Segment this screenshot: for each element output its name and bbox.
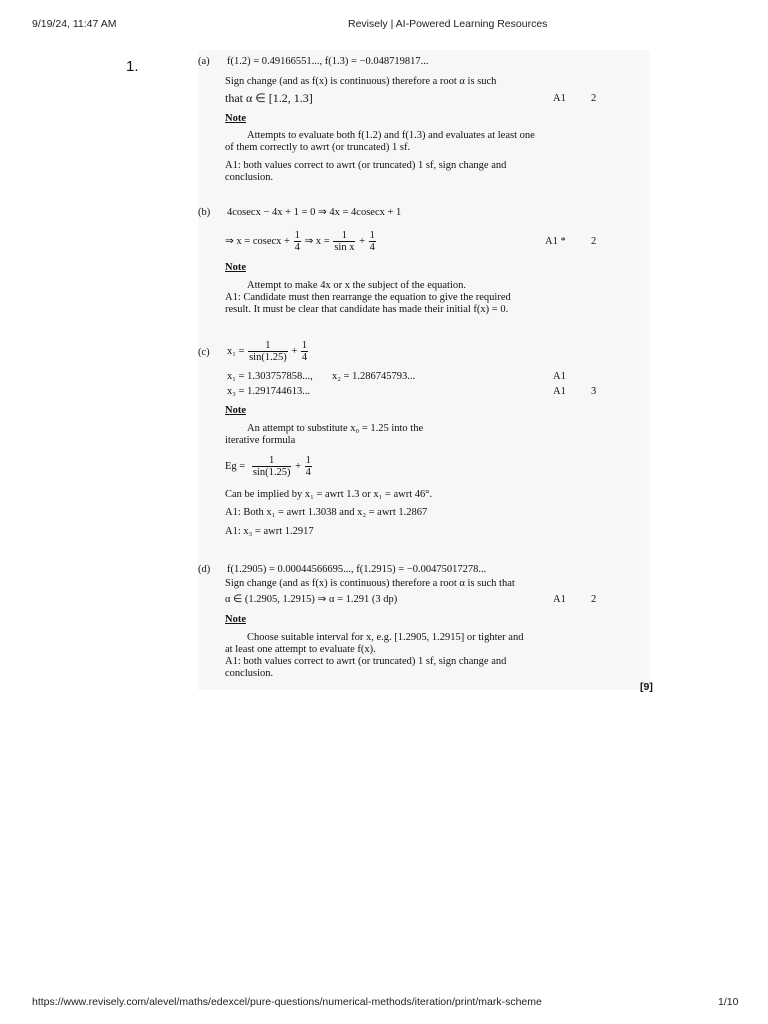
part-c-x1: x₁ = 1.303757858..., xyxy=(227,371,313,382)
print-datetime: 9/19/24, 11:47 AM xyxy=(32,18,117,30)
fraction-eg-one-quarter: $\frac{1}{4}$ xyxy=(305,455,311,479)
part-c-note2: Can be implied by x₁ = awrt 1.3 or x₁ = awrt 46°. xyxy=(225,489,433,500)
part-a-note1: Attempts to evaluate both f(1.2) and f(1.3) and evaluates at least one of them correctly to awrt (or truncated) 1 sf. xyxy=(225,130,535,153)
footer-page-number: 1/10 xyxy=(718,996,739,1008)
part-a-line3: that α ∈ [1.2, 1.3] xyxy=(225,91,313,105)
part-d-line2: Sign change (and as f(x) is continuous) therefore a root α is such that xyxy=(225,578,515,589)
part-c-total: 3 xyxy=(591,386,597,397)
fraction-one-over-sin125: $\frac{1}{\sin(1.25)}$ xyxy=(249,340,287,364)
part-a-note2: A1: both values correct to awrt (or truncated) 1 sf, sign change and conclusion. xyxy=(225,160,507,183)
total-marks: [9] xyxy=(640,681,653,693)
part-c-eg: Eg = $\frac{1}{\sin(1.25)}$ + $\frac{1}{4}$ xyxy=(225,455,311,479)
part-d-label: (d) xyxy=(198,564,211,575)
part-b-note1: Attempt to make 4x or x the subject of the equation. xyxy=(247,280,466,291)
part-d-line3: α ∈ (1.2905, 1.2915) ⇒ α = 1.291 (3 dp) xyxy=(225,594,398,605)
part-b-line2-start: ⇒ x = cosecx + xyxy=(225,236,290,247)
part-b-mark: A1 * xyxy=(545,236,566,247)
part-a-note-title: Note xyxy=(225,113,246,124)
part-b-line2: ⇒ x = cosecx + $\frac{1}{4}$ ⇒ x = $\frac{1}{\text{sin x}}$ + $\frac{1}{4}$ xyxy=(225,230,375,254)
part-b-note2: A1: Candidate must then rearrange the equation to give the required result. It must be clear that candidate has made their initial f(x) = 0. xyxy=(225,292,511,315)
part-c-mark1: A1 xyxy=(553,371,566,382)
part-c-formula: x₁ = $\frac{1}{\sin(1.25)}$ + $\frac{1}{4}$ xyxy=(227,340,308,364)
part-d-line1: f(1.2905) = 0.00044566695..., f(1.2915) = −0.00475017278... xyxy=(227,564,487,575)
part-a-label: (a) xyxy=(198,56,210,67)
part-a-line1: f(1.2) = 0.49166551..., f(1.3) = −0.048719817... xyxy=(227,56,429,67)
fraction-one-over-sinx: $\frac{1}{\text{sin x}}$ xyxy=(334,230,355,254)
part-b-line1: 4cosecx − 4x + 1 = 0 ⇒ 4x = 4cosecx + 1 xyxy=(227,207,402,218)
fraction-one-quarter-c: $\frac{1}{4}$ xyxy=(301,340,308,364)
part-c-note1: An attempt to substitute x₀ = 1.25 into the iterative formula xyxy=(225,423,424,446)
part-c-label: (c) xyxy=(198,347,210,358)
part-b-label: (b) xyxy=(198,207,211,218)
part-d-total: 2 xyxy=(591,594,597,605)
part-c-note4: A1: x₃ = awrt 1.2917 xyxy=(225,526,314,537)
part-d-note2: A1: both values correct to awrt (or truncated) 1 sf, sign change and conclusion. xyxy=(225,656,507,679)
part-a-line2: Sign change (and as f(x) is continuous) therefore a root α is such xyxy=(225,76,497,87)
page-title: Revisely | AI-Powered Learning Resources xyxy=(348,18,548,30)
part-b-total: 2 xyxy=(591,236,597,247)
question-number: 1. xyxy=(126,58,139,75)
part-a-total: 2 xyxy=(591,93,597,104)
part-c-mark2: A1 xyxy=(553,386,566,397)
fraction-one-quarter-2: $\frac{1}{4}$ xyxy=(369,230,375,254)
fraction-one-quarter: $\frac{1}{4}$ xyxy=(294,230,300,254)
part-d-note1: Choose suitable interval for x, e.g. [1.2905, 1.2915] or tighter and at least one attempt to evaluate f(x). xyxy=(225,632,524,655)
part-c-note3: A1: Both x₁ = awrt 1.3038 and x₂ = awrt 1.2867 xyxy=(225,507,428,518)
footer-url[interactable]: https://www.revisely.com/alevel/maths/edexcel/pure-questions/numerical-methods/iteration/print/mark-scheme xyxy=(32,996,542,1008)
part-b-line2-mid: ⇒ x = xyxy=(304,236,330,247)
part-c-x3: x₃ = 1.291744613... xyxy=(227,386,311,397)
part-d-mark: A1 xyxy=(553,594,566,605)
part-d-note-title: Note xyxy=(225,614,246,625)
part-a-mark: A1 xyxy=(553,93,566,104)
part-b-note-title: Note xyxy=(225,262,246,273)
fraction-eg-sin125: $\frac{1}{\sin(1.25)}$ xyxy=(252,455,291,479)
part-c-x2: x₂ = 1.286745793... xyxy=(332,371,416,382)
part-c-note-title: Note xyxy=(225,405,246,416)
